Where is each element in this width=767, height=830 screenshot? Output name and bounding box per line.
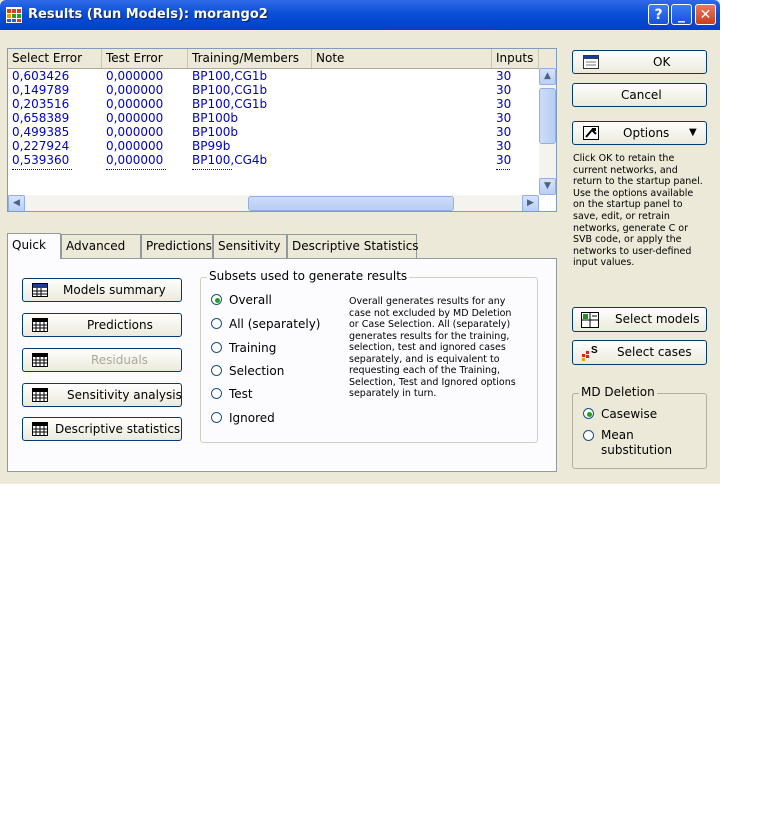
statistica-app-icon	[6, 7, 22, 23]
chevron-down-icon: ▼	[689, 127, 697, 138]
radio-overall-label: Overall	[229, 293, 272, 307]
table-row-partial	[8, 168, 538, 174]
cell-note	[312, 139, 496, 153]
cell-test-error: 0,000000	[106, 83, 164, 97]
cell-training-members: BP100b	[192, 125, 238, 139]
cell-test-error: 0,000000	[106, 125, 164, 139]
radio-button-icon	[211, 318, 222, 329]
descriptive-statistics-button[interactable]	[22, 417, 182, 441]
subsets-legend: Subsets used to generate results	[209, 269, 408, 283]
residuals-button[interactable]	[22, 348, 182, 372]
cell-select-error: 0,658389	[12, 111, 70, 125]
descriptive-statistics-label: Descriptive statistics	[55, 422, 181, 436]
residuals-label: Residuals	[91, 353, 148, 367]
tab-descriptive-statistics[interactable]: Descriptive Statistics	[287, 234, 417, 258]
table-row[interactable]	[8, 69, 538, 83]
column-header-training-members[interactable]: Training/Members	[188, 49, 312, 68]
options-button[interactable]	[572, 121, 707, 145]
minimize-button[interactable]: _	[671, 4, 692, 25]
md-deletion-legend: MD Deletion	[581, 385, 655, 399]
select-models-label: Select models	[615, 312, 700, 326]
cell-test-error: 0,000000	[106, 111, 164, 125]
title-bar[interactable]	[0, 0, 720, 30]
radio-button-icon	[211, 365, 222, 376]
options-icon	[583, 126, 599, 140]
cell-test-error: 0,000000	[106, 97, 164, 111]
tab-quick[interactable]: Quick	[7, 233, 61, 259]
select-cases-button[interactable]	[572, 340, 707, 365]
help-button[interactable]: ?	[648, 4, 669, 25]
select-models-icon	[581, 312, 599, 328]
cell-training-members: BP100,CG1b	[192, 83, 268, 97]
svg-text:S: S	[591, 345, 598, 356]
cell-inputs: 30	[496, 111, 512, 125]
radio-button-icon	[211, 388, 222, 399]
cell-select-error: 0,149789	[12, 83, 70, 97]
spreadsheet-icon	[32, 422, 48, 436]
cell-inputs: 30	[496, 97, 512, 111]
cell-note	[312, 153, 496, 167]
spreadsheet-icon	[32, 388, 48, 402]
summary-table-icon	[32, 283, 48, 297]
table-row[interactable]	[8, 125, 538, 139]
ok-help-text: Click OK to retain the current networks, and return to the startup panel. Use the options available on the startup panel to save, edit, or retrain networks, generate C or SVB code, or apply the networks to user-defined input values.	[573, 153, 703, 269]
ok-label: OK	[653, 55, 671, 69]
cell-inputs: 30	[496, 69, 512, 83]
cell-select-error: 0,203516	[12, 97, 70, 111]
close-button[interactable]: ✕	[695, 4, 716, 25]
cell-inputs: 30	[496, 139, 512, 153]
cell-training-members: BP100,CG1b	[192, 97, 268, 111]
cell-select-error: 0,539360	[12, 153, 70, 167]
cell-select-error: 0,603426	[12, 69, 70, 83]
cell-note	[312, 83, 496, 97]
horizontal-scroll-thumb[interactable]	[248, 196, 454, 211]
table-row[interactable]	[8, 111, 538, 125]
results-grid[interactable]	[7, 48, 557, 212]
radio-button-icon	[211, 412, 222, 423]
cell-inputs: 30	[496, 125, 512, 139]
cell-note	[312, 111, 496, 125]
cell-training-members: BP100,CG1b	[192, 69, 268, 83]
column-header-inputs[interactable]: Inputs	[492, 49, 539, 68]
cell-training-members: BP100b	[192, 111, 238, 125]
column-header-test-error[interactable]: Test Error	[102, 49, 188, 68]
column-header-select-error[interactable]: Select Error	[8, 49, 102, 68]
cell-note	[312, 97, 496, 111]
radio-selection-label: Selection	[229, 364, 285, 378]
sensitivity-analysis-label: Sensitivity analysis	[67, 388, 182, 402]
window-title: Results (Run Models): morango2	[28, 7, 268, 22]
select-cases-icon	[581, 344, 601, 361]
radio-all-separately-label: All (separately)	[229, 317, 321, 331]
radio-button-icon	[211, 294, 222, 305]
cell-inputs: 30	[496, 153, 512, 167]
table-row[interactable]	[8, 139, 538, 153]
scroll-up-icon[interactable]: ▲	[539, 68, 556, 85]
tab-advanced[interactable]: Advanced	[61, 234, 141, 258]
subsets-description: Overall generates results for any case not excluded by MD Deletion or Case Selection. All (separately) generates results for the training, selection, test and ignored cases separately, and is equivalent to requesting each of the Training, Selection, Test and Ignored options separately in turn.	[349, 296, 516, 399]
table-row[interactable]	[8, 97, 538, 111]
radio-mean-substitution-label: Mean substitution	[601, 428, 673, 457]
grid-horizontal-scrollbar[interactable]	[8, 195, 539, 212]
grid-header	[8, 49, 556, 69]
ok-button[interactable]	[572, 50, 707, 74]
cell-select-error: 0,227924	[12, 139, 70, 153]
cell-inputs: 30	[496, 83, 512, 97]
radio-button-icon	[583, 408, 594, 419]
radio-training-label: Training	[229, 341, 277, 355]
scroll-down-icon[interactable]: ▼	[539, 178, 556, 195]
models-summary-label: Models summary	[63, 283, 166, 297]
predictions-label: Predictions	[87, 318, 153, 332]
select-cases-label: Select cases	[617, 345, 692, 359]
quick-tab-panel	[7, 258, 557, 472]
spreadsheet-icon	[32, 318, 48, 332]
select-models-button[interactable]	[572, 307, 707, 332]
radio-button-icon	[211, 342, 222, 353]
table-row[interactable]	[8, 83, 538, 97]
cancel-button[interactable]	[572, 83, 707, 107]
cell-training-members: BP99b	[192, 139, 231, 153]
sensitivity-analysis-button[interactable]	[22, 383, 182, 407]
radio-button-icon	[583, 430, 594, 441]
grid-vertical-scrollbar[interactable]	[539, 68, 556, 195]
scroll-right-icon[interactable]: ▶	[522, 195, 539, 212]
tab-sensitivity[interactable]: Sensitivity	[213, 234, 287, 258]
predictions-button[interactable]	[22, 313, 182, 337]
cell-note	[312, 125, 496, 139]
tab-predictions[interactable]: Predictions	[141, 234, 213, 258]
subsets-group	[200, 269, 538, 443]
cell-select-error: 0,499385	[12, 125, 70, 139]
cancel-label: Cancel	[621, 88, 662, 102]
spreadsheet-icon	[32, 353, 48, 367]
cell-note	[312, 69, 496, 83]
options-label: Options	[623, 126, 670, 140]
radio-ignored-label: Ignored	[229, 411, 275, 425]
radio-casewise-label: Casewise	[601, 407, 658, 421]
cell-test-error: 0,000000	[106, 139, 164, 153]
cell-training-members: BP100,CG4b	[192, 153, 268, 167]
column-header-note[interactable]: Note	[312, 49, 492, 68]
cell-test-error: 0,000000	[106, 153, 164, 167]
models-summary-button[interactable]	[22, 278, 182, 302]
md-deletion-group	[572, 385, 707, 469]
window-icon	[583, 55, 599, 69]
radio-test-label: Test	[229, 387, 253, 401]
table-row[interactable]	[8, 153, 538, 167]
vertical-scroll-thumb[interactable]	[539, 88, 556, 144]
scroll-left-icon[interactable]: ◀	[8, 195, 25, 212]
cell-test-error: 0,000000	[106, 69, 164, 83]
